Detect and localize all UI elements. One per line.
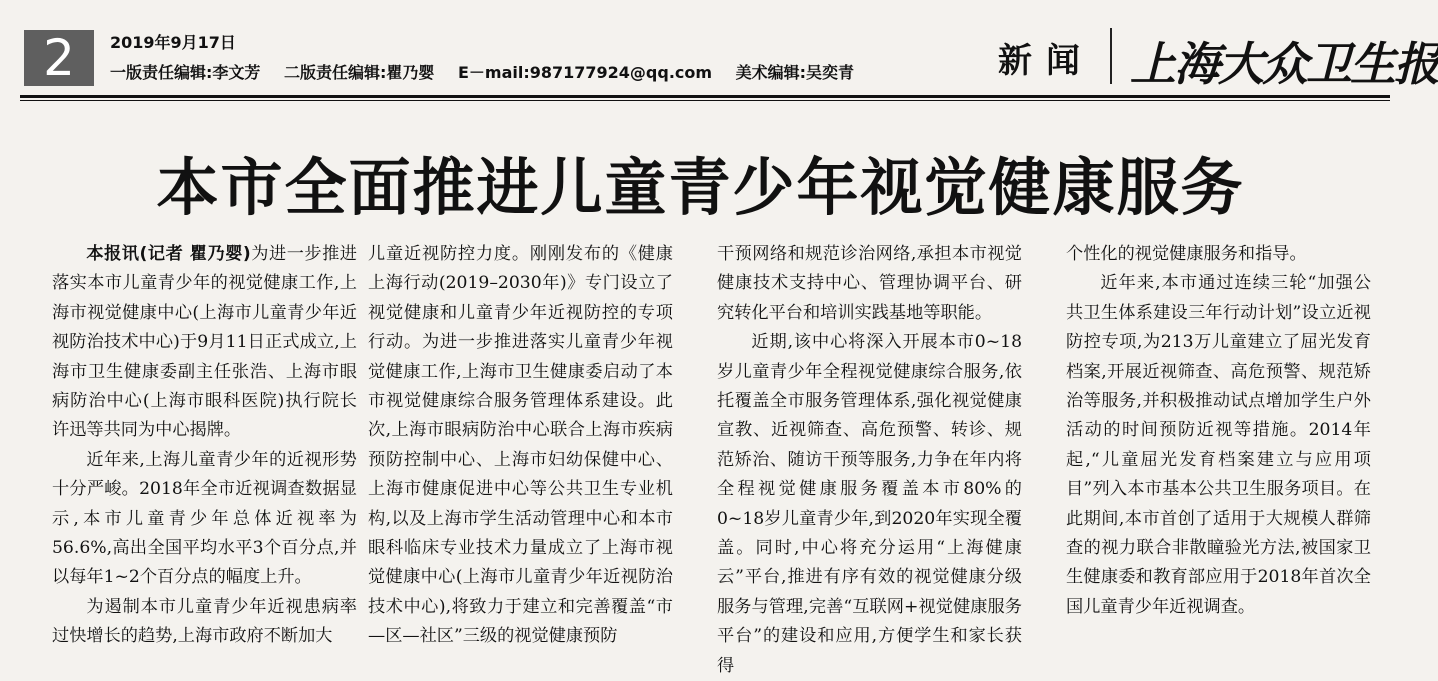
- header-rule-thin: [20, 100, 1390, 101]
- article-headline: 本市全面推进儿童青少年视觉健康服务: [156, 151, 1245, 224]
- article-paragraph: 近年来,本市通过连续三轮“加强公共卫生体系建设三年行动计划”设立近视防控专项,为213万儿童建立了屈光发育档案,开展近视筛查、高危预警、规范矫治等服务,并积极推动试点增加学生户外活动的时间预防近视等措施。2014年起,“儿童屈光发育档案建立与应用项目”列入本市基本公共卫生服务项目。在此期间,本市首创了适用于大规模人群筛查的视力联合非散瞳验光方法,被国家卫生健康委和教育部应用于2018年首次全国儿童青少年近视调查。: [1066, 273, 1371, 617]
- art-editor-credit: 美术编辑:吴奕青: [735, 63, 855, 82]
- editor-credits: [110, 60, 872, 83]
- article-paragraph: 干预网络和规范诊治网络,承担本市视觉健康技术支持中心、管理协调平台、研究转化平台和培训实践基地等职能。: [717, 244, 1022, 323]
- article-paragraph: 儿童近视防控力度。刚刚发布的《健康上海行动(2019–2030年)》专门设立了视觉健康和儿童青少年近视防控的专项行动。为进一步推进落实儿童青少年视觉健康工作,上海市卫生健康委启动了本市视觉健康综合服务管理体系建设。此次,上海市眼病防治中心联合上海市疾病预防控制中心、上海市妇幼保健中心、上海市健康促进中心等公共卫生专业机构,以及上海市学生活动管理中心和本市眼科临床专业技术力量成立了上海市视觉健康中心(上海市儿童青少年近视防治技术中心),将致力于建立和完善覆盖“市—区—社区”三级的视觉健康预防: [368, 244, 673, 647]
- editor-credit: 二版责任编辑:瞿乃婴: [283, 63, 435, 82]
- article-paragraph: 近期,该中心将深入开展本市0~18岁儿童青少年全程视觉健康综合服务,依托覆盖全市服务管理体系,强化视觉健康宣教、近视筛查、高危预警、转诊、规范矫治、随访干预等服务,力争在年内将全程视觉健康服务覆盖本市80%的0~18岁儿童青少年,到2020年实现全覆盖。同时,中心将充分运用“上海健康云”平台,推进有序有效的视觉健康分级服务与管理,完善“互联网+视觉健康服务平台”的建设和应用,方便学生和家长获得: [717, 332, 1022, 676]
- paragraph-text: 为进一步推进落实本市儿童青少年的视觉健康工作,上海市视觉健康中心(上海市儿童青少年近视防治技术中心)于9月11日正式成立,上海市卫生健康委副主任张浩、上海市眼病防治中心(上海市眼科医院)执行院长许迅等共同为中心揭牌。: [52, 244, 357, 441]
- page-number: 2: [24, 30, 94, 86]
- header-rule: [20, 95, 1390, 98]
- email-credit: E－mail:987177924@qq.com: [457, 63, 713, 82]
- article-paragraph: [52, 240, 357, 446]
- issue-date: 2019年9月17日: [110, 33, 236, 52]
- article-column-1: [52, 240, 357, 647]
- article-byline: 本报讯(记者 瞿乃婴): [86, 244, 251, 264]
- editor-credit: 一版责任编辑:李文芳: [110, 63, 261, 82]
- article-paragraph: 近年来,上海儿童青少年的近视形势十分严峻。2018年全市近视调查数据显示,本市儿童青少年总体近视率为56.6%,高出全国平均水平3个百分点,并以每年1~2个百分点的幅度上升。: [52, 449, 357, 588]
- section-label: 新闻: [998, 41, 1094, 81]
- page-header: [0, 0, 1438, 100]
- header-divider: [1110, 28, 1112, 84]
- article-column-3: [717, 240, 1022, 676]
- article-column-4: [1066, 240, 1371, 640]
- article-column-2: [368, 240, 673, 647]
- article-paragraph: 为遏制本市儿童青少年近视患病率过快增长的趋势,上海市政府不断加大: [52, 596, 357, 647]
- article-paragraph: 个性化的视觉健康服务和指导。: [1066, 244, 1307, 264]
- newspaper-masthead: 上海大众卫生报: [1130, 37, 1438, 91]
